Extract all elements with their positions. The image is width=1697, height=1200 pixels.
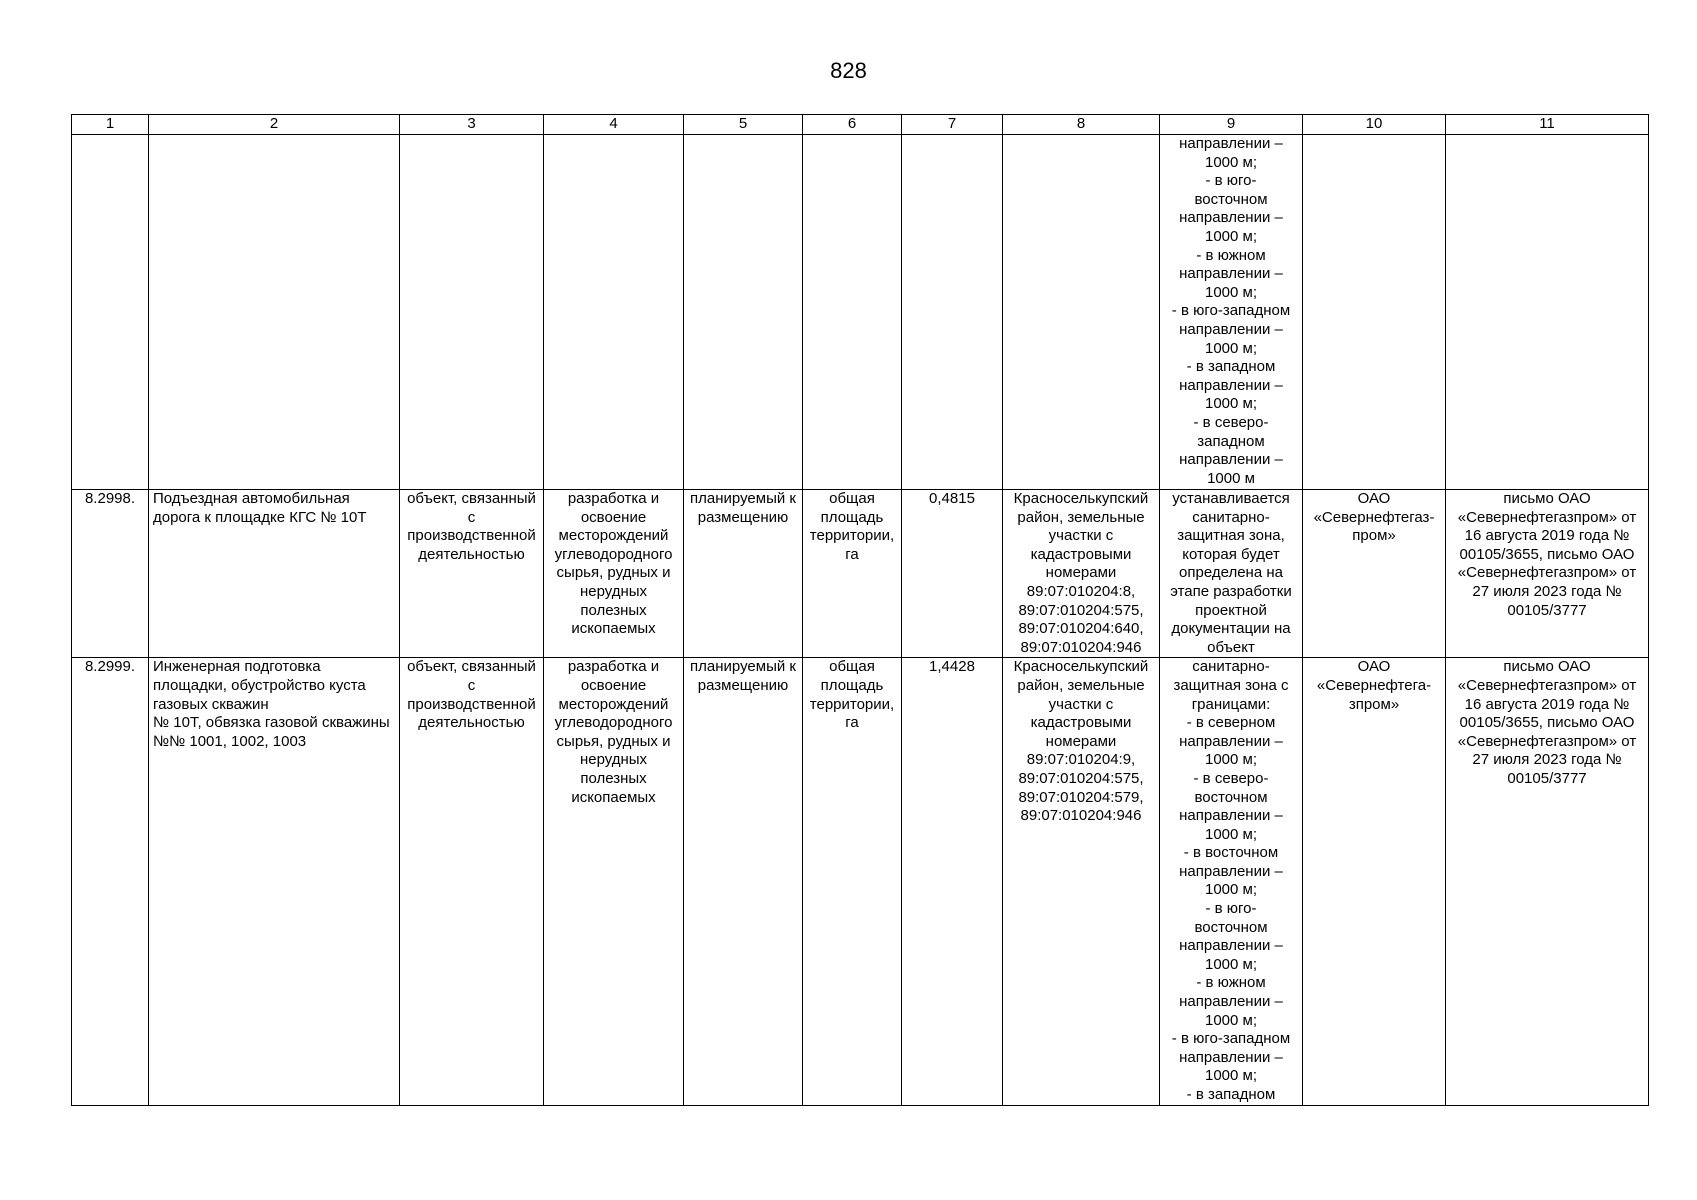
basis-cell: письмо ОАО «Севернефтегазпром» от 16 августа 2019 года № 00105/3655, письмо ОАО «Севернефтегазпром» от 27 июля 2023 года № 00105/3777	[1446, 490, 1649, 658]
object-type-cell: объект, связанный с производственной деятельностью	[400, 490, 544, 658]
initiator-cell: ОАО «Севернефтега-зпром»	[1303, 658, 1446, 1105]
empty-cell	[902, 135, 1003, 490]
empty-cell	[149, 135, 400, 490]
location-cell: Красноселькупский район, земельные участки с кадастровыми номерами 89:07:010204:9, 89:07:010204:575, 89:07:010204:579, 89:07:010204:946	[1003, 658, 1160, 1105]
basis-cell: письмо ОАО «Севернефтегазпром» от 16 августа 2019 года № 00105/3655, письмо ОАО «Севернефтегазпром» от 27 июля 2023 года № 00105/3777	[1446, 658, 1649, 1105]
location-cell: Красноселькупский район, земельные участки с кадастровыми номерами 89:07:010204:8, 89:07:010204:575, 89:07:010204:640, 89:07:010204:946	[1003, 490, 1160, 658]
registry-table	[71, 114, 1649, 1106]
column-number: 7	[902, 115, 1003, 135]
indicator-cell: общая площадь территории, га	[803, 658, 902, 1105]
value-cell: 0,4815	[902, 490, 1003, 658]
table-row	[72, 658, 1649, 1105]
object-type-cell: объект, связанный с производственной деятельностью	[400, 658, 544, 1105]
column-number: 8	[1003, 115, 1160, 135]
zone-cell: устанавливается санитарно-защитная зона, которая будет определена на этапе разработки проектной документации на объект	[1160, 490, 1303, 658]
empty-cell	[544, 135, 684, 490]
empty-cell	[684, 135, 803, 490]
row-number-cell: 8.2999.	[72, 658, 149, 1105]
status-cell: планируемый к размещению	[684, 658, 803, 1105]
indicator-cell: общая площадь территории, га	[803, 490, 902, 658]
value-cell: 1,4428	[902, 658, 1003, 1105]
empty-cell	[1003, 135, 1160, 490]
column-number-row	[72, 115, 1649, 135]
row-number-cell: 8.2998.	[72, 490, 149, 658]
empty-cell	[1446, 135, 1649, 490]
continuation-row	[72, 135, 1649, 490]
column-number: 6	[803, 115, 902, 135]
empty-cell	[72, 135, 149, 490]
zone-cell: санитарно- защитная зона с границами: - в северном направлении – 1000 м; - в северо- восточном направлении – 1000 м; - в восточном направлении – 1000 м; - в юго- восточном направлении – 1000 м; - в южном направлении – 1000 м; - в юго-западном направлении – 1000 м; - в западном	[1160, 658, 1303, 1105]
column-number: 4	[544, 115, 684, 135]
object-name-cell: Подъездная автомобильная дорога к площадке КГС № 10Т	[149, 490, 400, 658]
purpose-cell: разработка и освоение месторождений углеводородного сырья, рудных и нерудных полезных ископаемых	[544, 490, 684, 658]
column-number: 1	[72, 115, 149, 135]
column-number: 5	[684, 115, 803, 135]
column-number: 10	[1303, 115, 1446, 135]
table-row	[72, 490, 1649, 658]
empty-cell	[400, 135, 544, 490]
column-number: 9	[1160, 115, 1303, 135]
column-number: 2	[149, 115, 400, 135]
zone-cell: направлении – 1000 м; - в юго- восточном направлении – 1000 м; - в южном направлении – 1000 м; - в юго-западном направлении – 1000 м; - в западном направлении – 1000 м; - в северо- западном направлении – 1000 м	[1160, 135, 1303, 490]
status-cell: планируемый к размещению	[684, 490, 803, 658]
empty-cell	[1303, 135, 1446, 490]
empty-cell	[803, 135, 902, 490]
purpose-cell: разработка и освоение месторождений углеводородного сырья, рудных и нерудных полезных ископаемых	[544, 658, 684, 1105]
initiator-cell: ОАО «Севернефтегаз-пром»	[1303, 490, 1446, 658]
column-number: 11	[1446, 115, 1649, 135]
page-number: 828	[830, 58, 867, 83]
object-name-cell: Инженерная подготовка площадки, обустройство куста газовых скважин № 10Т, обвязка газовой скважины №№ 1001, 1002, 1003	[149, 658, 400, 1105]
column-number: 3	[400, 115, 544, 135]
